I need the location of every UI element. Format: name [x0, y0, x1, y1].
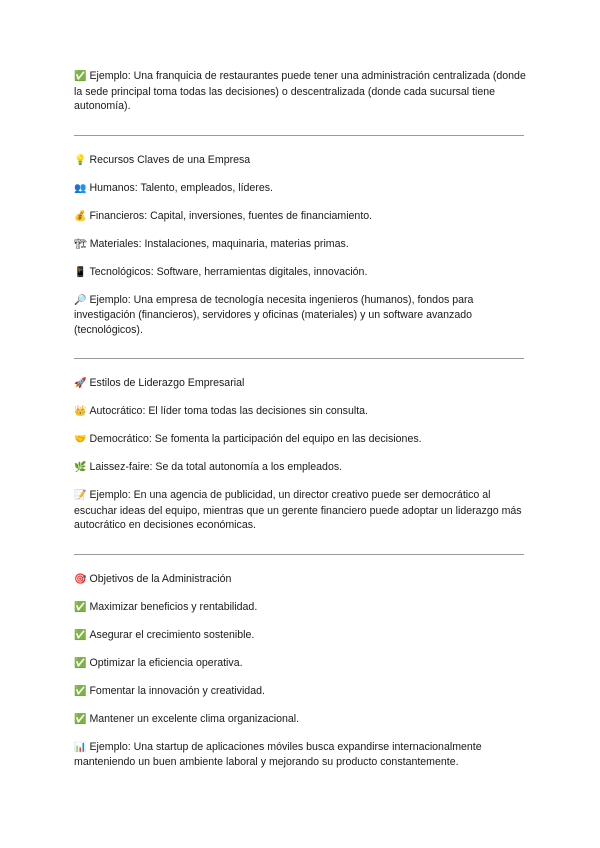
herb-icon: 🌿: [74, 462, 87, 473]
list-item-text: Asegurar el crecimiento sostenible.: [89, 628, 255, 641]
memo-icon: 📝: [74, 490, 87, 501]
objectives-title: Objetivos de la Administración: [89, 572, 232, 585]
handshake-icon: 🤝: [74, 434, 87, 445]
check-mark-icon: ✅: [74, 713, 87, 725]
target-icon: 🎯: [74, 573, 87, 585]
list-item: [74, 460, 526, 476]
list-item: [74, 237, 526, 253]
resources-section: [74, 153, 526, 338]
leadership-title: Estilos de Liderazgo Empresarial: [89, 377, 245, 389]
intro-example: [74, 69, 526, 114]
construction-icon: 🏗: [74, 238, 87, 250]
list-item-text: Humanos: Talento, empleados, líderes.: [89, 181, 273, 194]
list-item: [74, 404, 526, 420]
section-heading: [74, 153, 526, 169]
list-item: [74, 432, 526, 448]
list-item-text: Optimizar la eficiencia operativa.: [89, 656, 243, 669]
list-item: [74, 656, 526, 672]
document-content: [74, 69, 526, 770]
objectives-example: [74, 740, 526, 770]
leadership-example-text: Ejemplo: En una agencia de publicidad, un director creativo puede ser democrático al escuchar ideas del equipo, mientras que un gerente financiero puede adoptar un liderazgo más autocrático en decisiones económicas.: [74, 489, 522, 531]
objectives-example-text: Ejemplo: Una startup de aplicaciones móviles busca expandirse internacionalmente manteniendo un buen ambiente laboral y mejorando su producto constantemente.: [74, 740, 482, 768]
list-item-text: Tecnológicos: Software, herramientas digitales, innovación.: [89, 265, 368, 278]
list-item-text: Mantener un excelente clima organizacional.: [89, 712, 300, 725]
objectives-section: [74, 572, 526, 770]
list-item-text: Financieros: Capital, inversiones, fuentes de financiamiento.: [89, 209, 373, 222]
list-item-text: Fomentar la innovación y creatividad.: [89, 684, 265, 697]
resources-example: [74, 293, 526, 338]
light-bulb-icon: 💡: [74, 154, 87, 166]
list-item: [74, 628, 526, 644]
people-icon: 👥: [74, 182, 87, 194]
list-item-text: Maximizar beneficios y rentabilidad.: [89, 600, 258, 613]
check-mark-icon: ✅: [74, 657, 87, 669]
leadership-example: [74, 488, 526, 533]
list-item-text: Laissez-faire: Se da total autonomía a los empleados.: [89, 461, 343, 473]
mobile-phone-icon: 📱: [74, 266, 87, 278]
crown-icon: 👑: [74, 406, 87, 417]
check-mark-icon: ✅: [74, 71, 87, 82]
money-bag-icon: 💰: [74, 210, 87, 222]
list-item: [74, 712, 526, 728]
resources-title: Recursos Claves de una Empresa: [89, 153, 251, 166]
section-heading: [74, 572, 526, 588]
resources-example-text: Ejemplo: Una empresa de tecnología necesita ingenieros (humanos), fondos para investigación (financieros), servidores y oficinas (materiales) y un software avanzado (tecnológicos).: [74, 293, 474, 336]
list-item-text: Autocrático: El líder toma todas las decisiones sin consulta.: [89, 405, 368, 417]
section-heading: [74, 376, 526, 392]
list-item: [74, 684, 526, 700]
list-item: [74, 181, 526, 197]
list-item-text: Materiales: Instalaciones, maquinaria, materias primas.: [89, 237, 349, 250]
list-item-text: Democrático: Se fomenta la participación del equipo en las decisiones.: [89, 433, 422, 445]
leadership-section: [74, 376, 526, 533]
check-mark-icon: ✅: [74, 685, 87, 697]
intro-example-text: Ejemplo: Una franquicia de restaurantes puede tener una administración centralizada (donde la sede principal toma todas las decisiones) o descentralizada (donde cada sucursal tiene autonomía).: [74, 70, 526, 112]
list-item: [74, 209, 526, 225]
bar-chart-icon: 📊: [74, 741, 87, 753]
rocket-icon: 🚀: [74, 378, 87, 389]
check-mark-icon: ✅: [74, 629, 87, 641]
list-item: [74, 265, 526, 281]
check-mark-icon: ✅: [74, 601, 87, 613]
magnifier-icon: 🔎: [74, 294, 87, 306]
list-item: [74, 600, 526, 616]
